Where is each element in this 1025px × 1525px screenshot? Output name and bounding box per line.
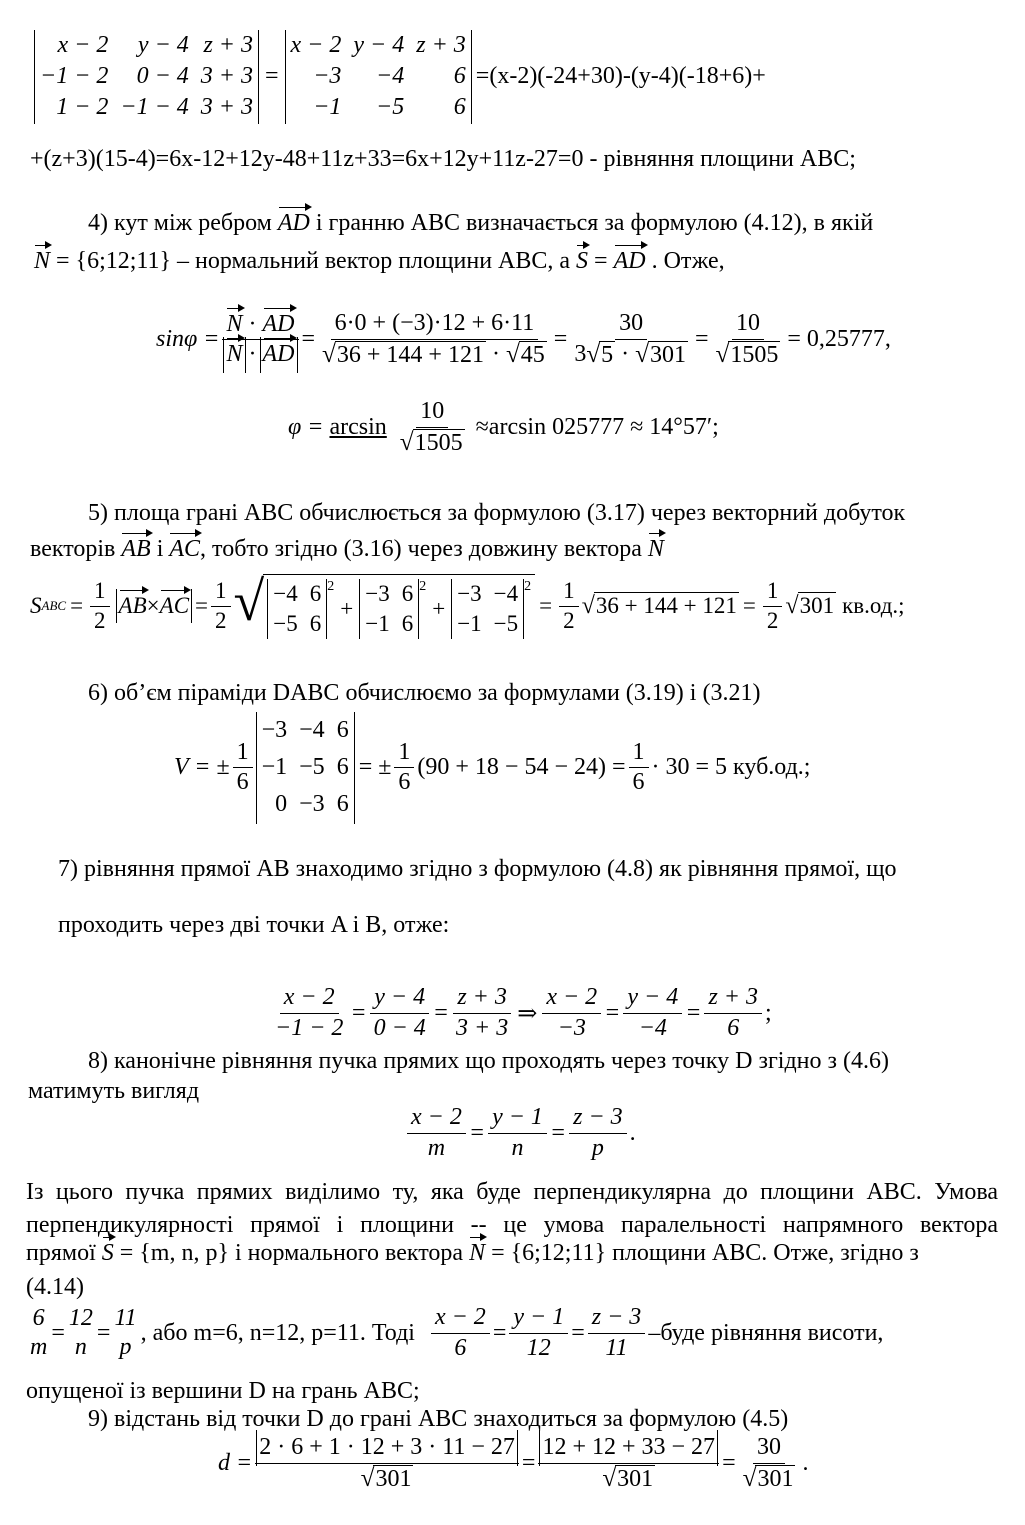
right-determinant: x − 2 y − 4 z + 3 −3 −4 6 −1 −5 6 xyxy=(285,30,472,124)
det-equation xyxy=(34,30,766,124)
p8-line1: 8) канонічне рівняння пучка прямих що проходять через точку D згідно з (4.6) xyxy=(88,1048,889,1074)
frac-n-ad: $\frac{N \cdot AD}{N \cdot AD}$ xyxy=(222,311,298,369)
vector-ad: AD xyxy=(613,248,646,274)
bundle-equation: $\frac{x - 2}{m}$ = $\frac{y - 1}{n}$ = $\frac{z - 3}{p}$ . xyxy=(404,1104,636,1162)
p7-line1: 7) рівняння прямої AB знаходимо згідно з формулою (4.8) як рівняння прямої, що xyxy=(58,856,897,882)
p7-line2: проходить через дві точки A і B, отже: xyxy=(58,912,450,938)
ratio-line: 6 m = 12 n = 11 p , або m=6, n=12, p=11. Тоді $\frac{x - 2}{6}$ = $\frac{y - 1}{12}$ = $\frac{z - 3}{11}$ –буде рівняння висоти, xyxy=(30,1304,884,1361)
p8-line2: матимуть вигляд xyxy=(28,1078,200,1104)
vector-n: N xyxy=(34,248,51,274)
volume-determinant: −3 −4 6 −1 −5 6 0 −3 6 xyxy=(256,712,355,824)
left-determinant: x − 2 y − 4 z + 3 −1 − 2 0 − 4 3 + 3 1 − 2 −1 − 4 3 + 3 xyxy=(34,30,259,124)
p9-line: 9) відстань від точки D до грані ABC знаходиться за формулою (4.5) xyxy=(88,1406,789,1432)
p8-paragraph: Із цього пучка прямих виділимо ту, яка буде перпендикулярна до площини ABC. Умова перпендикулярності прямої і площини -- це умова паралельності напрямного вектора xyxy=(26,1179,998,1238)
distance-formula: d = 2 · 6 + 1 · 12 + 3 · 11 − 27 √ 301 = 12 + 12 + 33 − 27 √ 301 = 30 √ 301 . xyxy=(218,1434,809,1492)
sin-formula: sinφ = $\frac{N \cdot AD}{N \cdot AD}$ = 6·0 + (−3)·12 + 6·11 √ 36 + 144 + 121 · √ 45 = 30 3 √ 5 · √ 301 = 10 √ 1505 = 0,25777, xyxy=(156,310,891,368)
line-ab-equation: $\frac{x - 2}{-1 - 2}$ = $\frac{y - 4}{0 - 4}$ = $\frac{z + 3}{3 + 3}$ ⇒ $\frac{x - 2}{-3}$ = $\frac{y - 4}{-4}$ = $\frac{z + 3}{6}$ ; xyxy=(275,984,772,1041)
area-formula: S ABC = $\frac{1}{2}$ AB×AC = $\frac{1}{2}$ √ −4 6 −5 6 $^2$ + −3 6 −1 6 $^2$ + −3 −4 −1 −5 $^2$ = $\frac{1}{2}$ √ 36 + 144 + 121 = $\frac{1}{2}$ √ 301 кв.од.; xyxy=(30,574,905,639)
p8-vectors-line: прямої S = {m, n, p} і нормального вектора N = {6;12;11} площини ABC. Отже, згідно з xyxy=(26,1240,919,1266)
frac-10: 10 √ 1505 xyxy=(715,310,779,368)
equals-sign: = xyxy=(264,63,279,90)
p4-line2: N = {6;12;11} – нормальний вектор площини ABC, а S = AD . Отже, xyxy=(34,248,725,274)
p6-line: 6) об’єм піраміди DABC обчислюємо за формулами (3.19) і (3.21) xyxy=(88,680,761,706)
frac-30: 30 3 √ 5 · √ 301 xyxy=(574,310,686,368)
p5-line1: 5) площа грані ABC обчислюється за формулою (3.17) через векторний добуток xyxy=(88,500,906,526)
p5-line2: векторів AB і AC, тобто згідно (3.16) через довжину вектора N xyxy=(30,536,664,562)
vector-ad: AD xyxy=(277,210,310,236)
volume-formula: V = ± $\frac{1}{6}$ −3 −4 6 −1 −5 6 0 −3 6 = ± $\frac{1}{6}$ (90 + 18 − 54 − 24) = $\frac{1}{6}$ · 30 = 5 куб.од.; xyxy=(174,712,810,824)
p8-ref: (4.14) xyxy=(26,1274,84,1300)
p4-line1: 4) кут між ребром AD і гранню ABC визначається за формулою (4.12), в якій xyxy=(88,210,874,236)
frac-numeric: 6·0 + (−3)·12 + 6·11 √ 36 + 144 + 121 · √ 45 xyxy=(322,310,545,368)
p8-last: опущеної із вершини D на грань ABC; xyxy=(26,1378,420,1404)
plane-equation: +(z+3)(15-4)=6x-12+12y-48+11z+33=6x+12y+11z-27=0 - рівняння площини ABC; xyxy=(30,146,856,172)
det-expansion: =(x-2)(-24+30)-(y-4)(-18+6)+ xyxy=(475,63,766,90)
vector-s: S xyxy=(576,248,589,274)
arcsin-formula: φ = arcsin 10 √ 1505 ≈arcsin 025777 ≈ 14°57′; xyxy=(288,398,719,456)
